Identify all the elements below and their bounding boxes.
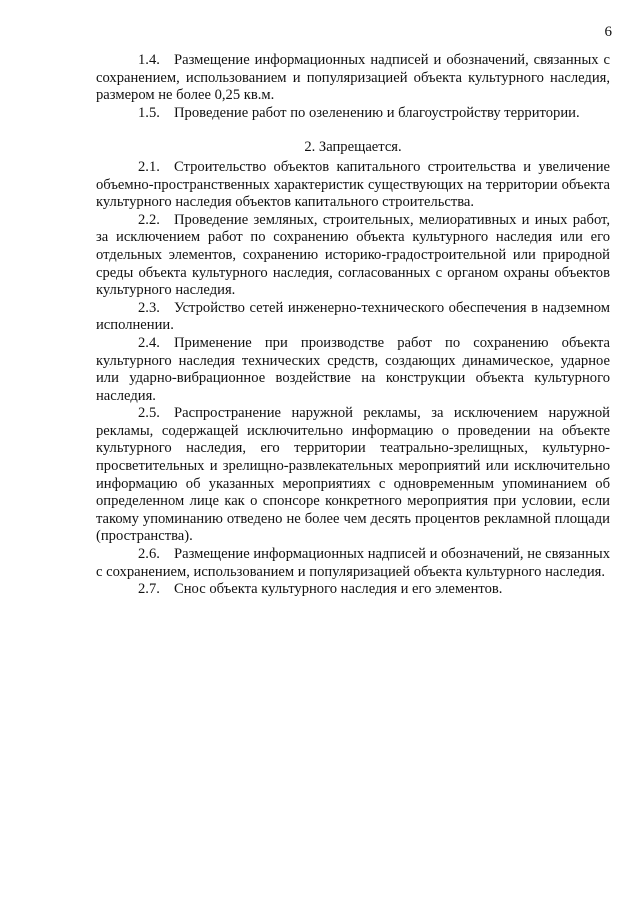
page-number: 6 xyxy=(604,24,612,40)
clause-number: 2.6. xyxy=(138,546,160,563)
clause-text: Строительство объектов капитального строительства и увеличение объемно-пространственных характеристик существующих на территории объекта культурного наследия объектов капитального строительства. xyxy=(96,158,610,211)
clause-number: 2.4. xyxy=(138,334,160,351)
clause-2-3 xyxy=(96,300,610,335)
clause-text: Распространение наружной рекламы, за исключением наружной рекламы, содержащей исключительно информацию о проведении на объекте культурного наследия, его территории театрально-зрелищных, культурно-просветительных и зрелищно-развлекательных мероприятий или исключительно информацию об указанных мероприятиях с одновременным упоминанием об определенном лице как о спонсоре конкретного мероприятия при условии, если такому упоминанию отведено не более чем десять процентов рекламной площади (пространства). xyxy=(96,405,610,545)
clause-2-2 xyxy=(96,212,610,300)
clause-number: 2.2. xyxy=(138,211,160,228)
clause-2-7 xyxy=(96,581,610,599)
clause-1-4 xyxy=(96,52,610,105)
clause-text: Снос объекта культурного наследия и его элементов. xyxy=(174,581,503,598)
clause-number: 1.4. xyxy=(138,52,160,68)
section-heading: 2. Запрещается. xyxy=(304,139,402,156)
clause-text: Размещение информационных надписей и обозначений, связанных с сохранением, использованием и популяризацией объекта культурного наследия, размером не более 0,25 кв.м. xyxy=(96,52,610,104)
clause-text: Размещение информационных надписей и обозначений, не связанных с сохранением, использованием и популяризацией объекта культурного наследия. xyxy=(96,546,610,580)
clause-2-1 xyxy=(96,159,610,212)
clause-text: Применение при производстве работ по сохранению объекта культурного наследия технических средств, создающих динамическое, ударное или ударно-вибрационное воздействие на конструкции объекта культурного наследия. xyxy=(96,334,610,404)
clause-text: Проведение работ по озеленению и благоустройству территории. xyxy=(174,104,580,121)
document-body xyxy=(96,52,610,599)
clause-text: Проведение земляных, строительных, мелиоративных и иных работ, за исключением работ по сохранению объекта культурного наследия или его отдельных элементов, сохранению историко-градостроительной или природной среды объекта культурного наследия, согласованных с органом охраны объектов культурного наследия. xyxy=(96,211,610,299)
clause-number: 2.3. xyxy=(138,299,160,316)
clause-1-5 xyxy=(96,105,610,123)
clause-number: 2.1. xyxy=(138,158,160,175)
clause-2-5 xyxy=(96,405,610,546)
clause-2-6 xyxy=(96,546,610,581)
clause-number: 2.7. xyxy=(138,581,160,598)
clause-2-4 xyxy=(96,335,610,405)
clause-number: 1.5. xyxy=(138,104,160,121)
clause-text: Устройство сетей инженерно-технического обеспечения в надземном исполнении. xyxy=(96,299,610,334)
clause-number: 2.5. xyxy=(138,405,160,422)
